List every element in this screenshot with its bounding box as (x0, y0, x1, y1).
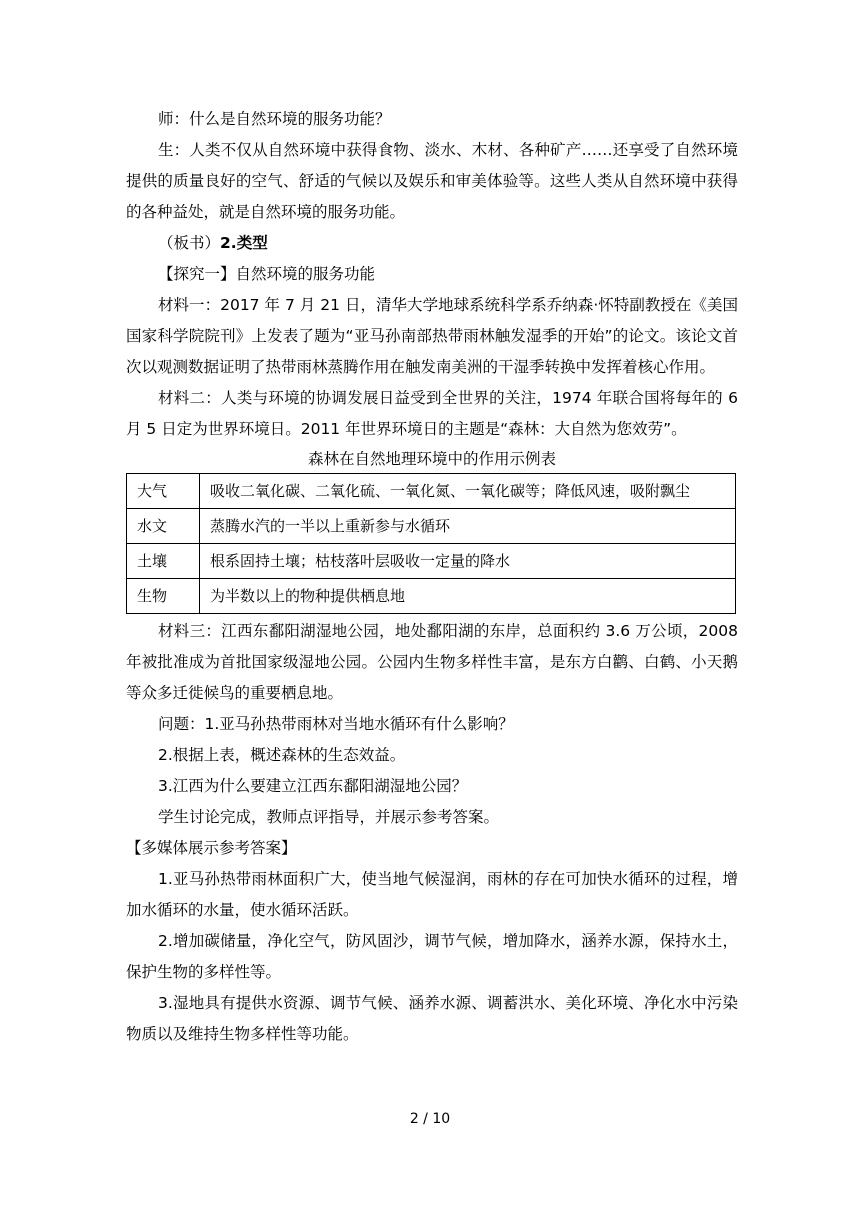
blackboard-note (126, 228, 738, 259)
table-cell-value: 吸收二氧化碳、二氧化硫、一氧化氮、一氧化碳等；降低风速，吸附飘尘 (200, 474, 736, 509)
table-row (127, 509, 736, 544)
material-three: 材料三：江西东鄱阳湖湿地公园，地处鄱阳湖的东岸，总面积约 3.6 万公顷，2008 年被批准成为首批国家级湿地公园。公园内生物多样性丰富，是东方白鹳、白鹤、小天鹅等众多迁徙候鸟的重要栖息地。 (126, 622, 738, 702)
table-cell-key: 生物 (127, 579, 200, 614)
question-2: 2.根据上表，概述森林的生态效益。 (158, 746, 406, 764)
answer-3: 3.湿地具有提供水资源、调节气候、涵养水源、调蓄洪水、美化环境、净化水中污染物质以及维持生物多样性等功能。 (126, 994, 738, 1043)
teacher-question: 师：什么是自然环境的服务功能？ (158, 110, 391, 128)
forest-role-table (126, 473, 736, 614)
blackboard-prefix: （板书） (158, 234, 221, 252)
table-cell-value: 根系固持土壤；枯枝落叶层吸收一定量的降水 (200, 544, 736, 579)
table-cell-key: 土壤 (127, 544, 200, 579)
inquiry-one-title: 【探究一】自然环境的服务功能 (158, 265, 376, 283)
discussion-note: 学生讨论完成，教师点评指导，并展示参考答案。 (158, 808, 500, 826)
answer-2: 2.增加碳储量，净化空气，防风固沙，调节气候，增加降水，涵养水源，保持水土，保护生物的多样性等。 (126, 932, 738, 981)
page-number: 2 / 10 (409, 1111, 451, 1127)
material-one: 材料一：2017 年 7 月 21 日，清华大学地球系统科学系乔纳森·怀特副教授在《美国国家科学院院刊》上发表了题为“亚马孙南部热带雨林触发湿季的开始”的论文。该论文首次以观测数据证明了热带雨林蒸腾作用在触发南美洲的干湿季转换中发挥着核心作用。 (126, 296, 738, 376)
table-cell-value: 为半数以上的物种提供栖息地 (200, 579, 736, 614)
table-cell-key: 水文 (127, 509, 200, 544)
table-row (127, 579, 736, 614)
table-row (127, 544, 736, 579)
section-heading-types: 2.类型 (220, 234, 268, 252)
question-3: 3.江西为什么要建立江西东鄱阳湖湿地公园？ (158, 777, 468, 795)
table-cell-value: 蒸腾水汽的一半以上重新参与水循环 (200, 509, 736, 544)
material-two: 材料二：人类与环境的协调发展日益受到全世界的关注，1974 年联合国将每年的 6 月 5 日定为世界环境日。2011 年世界环境日的主题是“森林：大自然为您效劳”。 (126, 389, 738, 438)
reference-answer-heading: 【多媒体展示参考答案】 (126, 839, 297, 857)
table-cell-key: 大气 (127, 474, 200, 509)
answer-1: 1.亚马孙热带雨林面积广大，使当地气候湿润，雨林的存在可加快水循环的过程，增加水循环的水量，使水循环活跃。 (126, 870, 738, 919)
table-caption: 森林在自然地理环境中的作用示例表 (307, 450, 556, 468)
student-answer: 生：人类不仅从自然环境中获得食物、淡水、木材、各种矿产……还享受了自然环境提供的质量良好的空气、舒适的气候以及娱乐和审美体验等。这些人类从自然环境中获得的各种益处，就是自然环境的服务功能。 (126, 141, 738, 221)
page-content (126, 104, 738, 1050)
question-1: 问题：1.亚马孙热带雨林对当地水循环有什么影响？ (158, 715, 514, 733)
table-row (127, 474, 736, 509)
